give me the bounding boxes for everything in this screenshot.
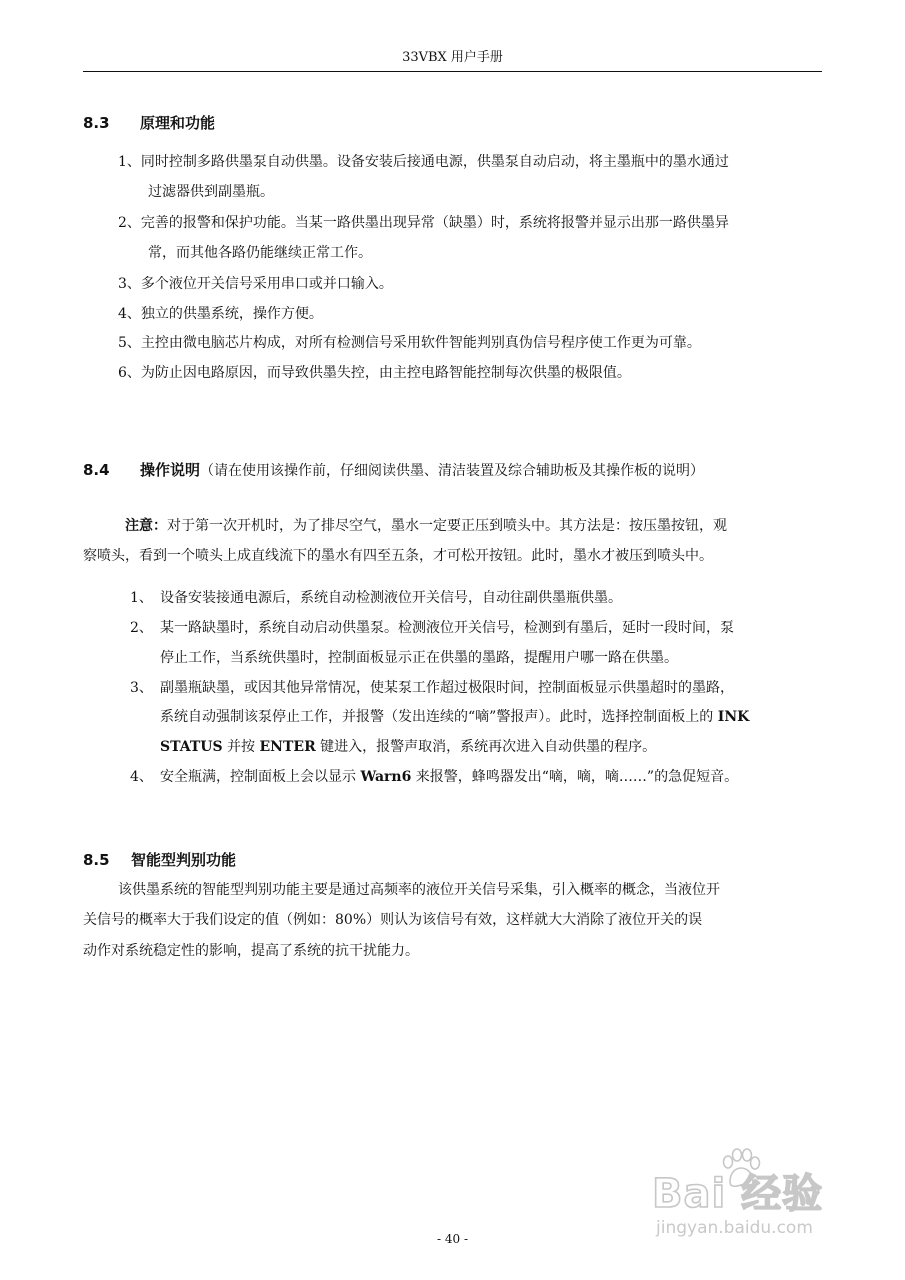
step-number: 4、: [130, 769, 153, 785]
section-title-8-5: [83, 850, 236, 870]
section-number: 8.4: [83, 461, 110, 479]
paragraph-line: 该供墨系统的智能型判别功能主要是通过高频率的液位开关信号采集，引入概率的概念，当液位开: [118, 882, 720, 898]
section-number: 8.3: [83, 114, 110, 132]
page-number: - 40 -: [436, 1232, 468, 1246]
page-header: 33VBX 用户手册: [402, 50, 503, 65]
section-title-8-3: [83, 113, 215, 133]
step-text-part: 安全瓶满，控制面板上会以显示: [160, 769, 361, 785]
watermark-brand: Bai 经验: [652, 1171, 824, 1217]
list-item-text: 过滤器供到副墨瓶。: [148, 184, 274, 200]
section-heading: 原理和功能: [140, 114, 216, 132]
warning-code: Warn6: [360, 769, 412, 785]
step-text-part: 键进入，报警声取消，系统再次进入自动供墨的程序。: [315, 739, 657, 755]
step-text: [160, 737, 656, 757]
list-item-text: 常，而其他各路仍能继续正常工作。: [148, 245, 372, 261]
list-item-text: 4、独立的供墨系统，操作方便。: [118, 306, 323, 322]
step-text: 副墨瓶缺墨，或因其他异常情况，使某泵工作超过极限时间，控制面板显示供墨超时的墨路，: [160, 680, 734, 696]
section-note: （请在使用该操作前，仔细阅读供墨、清洁装置及综合辅助板及其操作板的说明）: [200, 463, 705, 479]
step-number: 2、: [130, 620, 153, 636]
watermark-url: jingyan.baidu.com: [656, 1218, 813, 1238]
step-text: 设备安装接通电源后，系统自动检测液位开关信号，自动往副供墨瓶供墨。: [160, 590, 622, 606]
step-text-part: 系统自动强制该泵停止工作，并报警（发出连续的“嘀”警报声）。此时，选择控制面板上的: [160, 709, 718, 725]
step-text: 停止工作，当系统供墨时，控制面板显示正在供墨的墨路，提醒用户哪一路在供墨。: [160, 650, 678, 666]
paragraph-line: 关信号的概率大于我们设定的值（例如：80%）则认为该信号有效，这样就大大消除了液位开关的误: [83, 912, 703, 928]
step-text-part: 来报警，蜂鸣器发出“嘀，嘀，嘀……”的急促短音。: [411, 769, 739, 785]
step-number: 3、: [130, 680, 153, 696]
caution-label: 注意：: [125, 518, 167, 534]
list-item-text: 1、同时控制多路供墨泵自动供墨。设备安装后接通电源，供墨泵自动启动，将主墨瓶中的墨水通过: [118, 154, 729, 170]
section-heading: 操作说明: [140, 461, 201, 479]
step-number: 1、: [130, 590, 153, 606]
step-text: [160, 767, 738, 787]
step-text: [160, 707, 749, 727]
key-name: STATUS: [160, 739, 223, 755]
caution-text: 察喷头，看到一个喷头上成直线流下的墨水有四至五条，才可松开按钮。此时，墨水才被压到喷头中。: [83, 548, 713, 564]
header-divider: [83, 71, 822, 72]
caution-text: 对于第一次开机时，为了排尽空气，墨水一定要正压到喷头中。其方法是：按压墨按钮，观: [167, 518, 727, 534]
key-name: ENTER: [259, 739, 316, 755]
key-name: INK: [717, 709, 750, 725]
list-item-text: 3、多个液位开关信号采用串口或并口输入。: [118, 276, 393, 292]
step-text-part: 并按: [222, 739, 260, 755]
list-item-text: 5、主控由微电脑芯片构成，对所有检测信号采用软件智能判别真伪信号程序使工作更为可靠。: [118, 335, 701, 351]
step-text: 某一路缺墨时，系统自动启动供墨泵。检测液位开关信号，检测到有墨后，延时一段时间，泵: [160, 620, 734, 636]
section-number: 8.5: [83, 851, 110, 869]
section-title-8-4: [83, 460, 704, 481]
list-item-text: 2、完善的报警和保护功能。当某一路供墨出现异常（缺墨）时，系统将报警并显示出那一路供墨异: [118, 215, 729, 231]
section-heading: 智能型判别功能: [131, 851, 237, 869]
caution-line: [125, 516, 727, 536]
list-item-text: 6、为防止因电路原因，而导致供墨失控，由主控电路智能控制每次供墨的极限值。: [118, 365, 631, 381]
paragraph-line: 动作对系统稳定性的影响，提高了系统的抗干扰能力。: [83, 943, 419, 959]
